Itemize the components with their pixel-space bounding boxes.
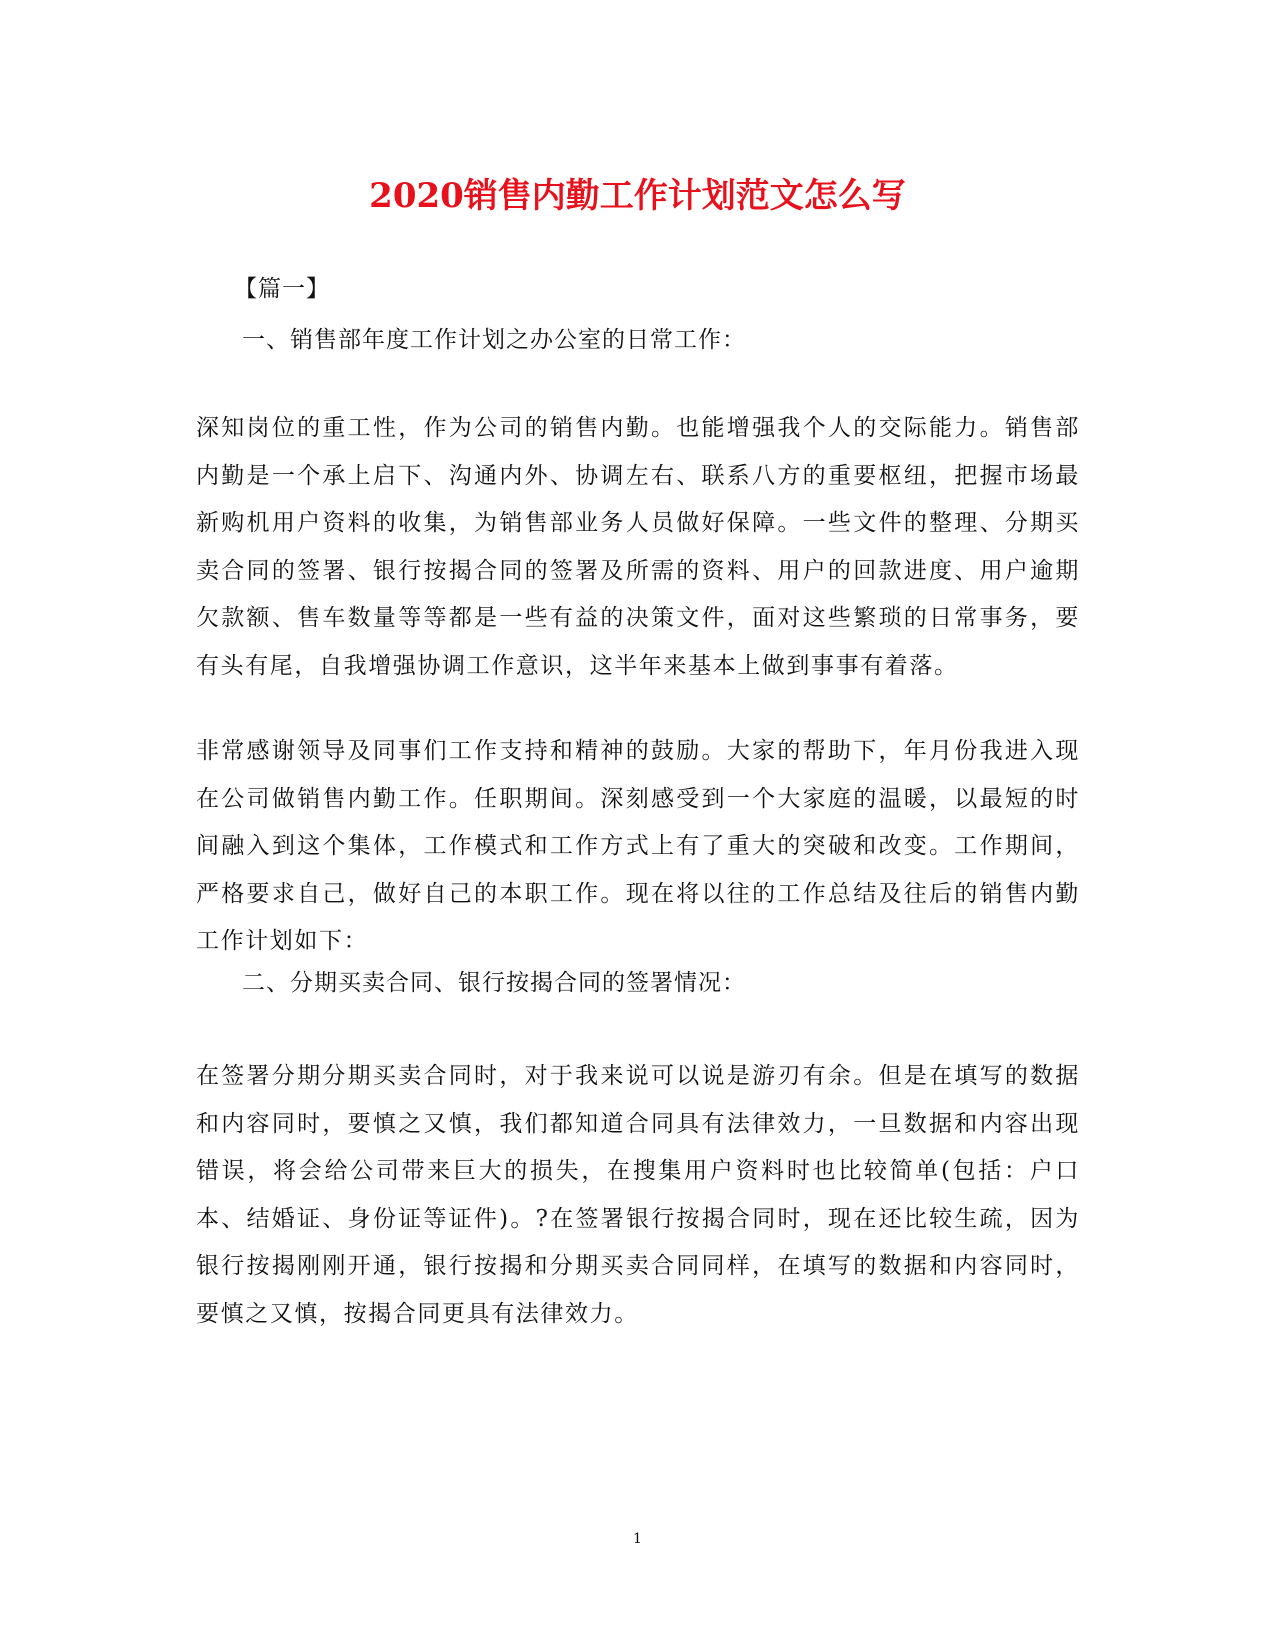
heading-contract-signing: 二、分期买卖合同、银行按揭合同的签署情况：: [242, 970, 746, 996]
paragraph-contract-details: 在签署分期分期买卖合同时，对于我来说可以说是游刃有余。但是在填写的数据和内容同时，要慎之又慎，我们都知道合同具有法律效力，一旦数据和内容出现错误，将会给公司带来巨大的损失，在搜集用户资料时也比较简单(包括：户口本、结婚证、身份证等证件)。?在签署银行按揭合同时，现在还比较生疏，因为银行按揭刚刚开通，银行按揭和分期买卖合同同样，在填写的数据和内容同时，要慎之又慎，按揭合同更具有法律效力。: [196, 1063, 1080, 1327]
paragraph-thanks: 非常感谢领导及同事们工作支持和精神的鼓励。大家的帮助下，年月份我进入现在公司做销售内勤工作。任职期间。深刻感受到一个大家庭的温暖，以最短的时间融入到这个集体，工作模式和工作方式上有了重大的突破和改变。工作期间，严格要求自己，做好自己的本职工作。现在将以往的工作总结及往后的销售内勤工作计划如下：: [196, 738, 1080, 954]
paragraph-role-importance: 深知岗位的重工性，作为公司的销售内勤。也能增强我个人的交际能力。销售部内勤是一个承上启下、沟通内外、协调左右、联系八方的重要枢纽，把握市场最新购机用户资料的收集，为销售部业务人员做好保障。一些文件的整理、分期买卖合同的签署、银行按揭合同的签署及所需的资料、用户的回款进度、用户逾期欠款额、售车数量等等都是一些有益的决策文件，面对这些繁琐的日常事务，要有头有尾，自我增强协调工作意识，这半年来基本上做到事事有着落。: [196, 415, 1080, 679]
section-label: 【篇一】: [234, 276, 330, 302]
heading-daily-work: 一、销售部年度工作计划之办公室的日常工作：: [242, 327, 746, 353]
document-title: 2020销售内勤工作计划范文怎么写: [369, 176, 906, 216]
page-number: 1: [633, 1531, 642, 1547]
